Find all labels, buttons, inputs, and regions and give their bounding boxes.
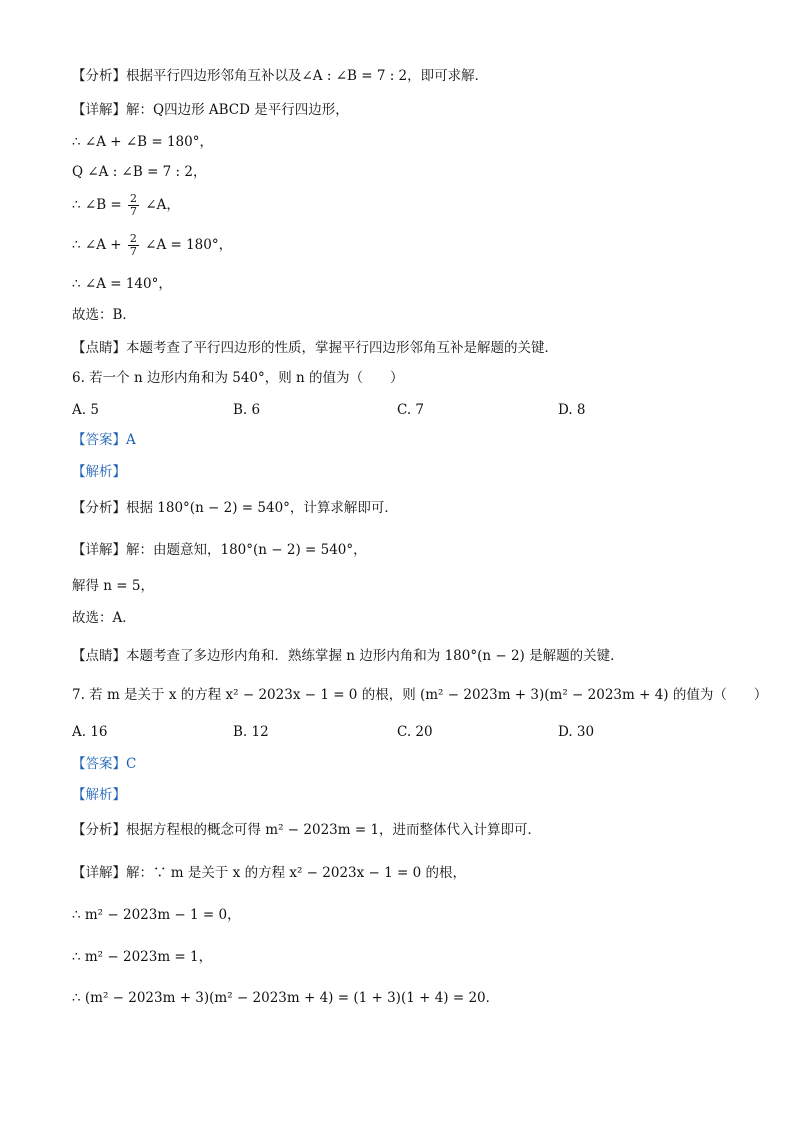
detail-line: 【详解】解：由题意知，180°(n − 2) = 540°， (72, 542, 367, 558)
choice-line: 故选：B． (72, 307, 136, 323)
fraction-step-line (72, 193, 180, 218)
analysis-line: 【分析】根据方程根的概念可得 m² − 2023m = 1，进而整体代入计算即可． (72, 822, 542, 838)
step-line: ∴ m² − 2023m = 1， (72, 949, 213, 965)
solution-label: 【解析】 (72, 464, 126, 480)
step-line: Q ∠A : ∠B = 7 : 2， (72, 164, 207, 180)
option-a: A. 16 (72, 724, 108, 740)
question-6: 6. 若一个 n 边形内角和为 540°，则 n 的值为（ ） (72, 370, 404, 386)
comment-line: 【点睛】本题考查了平行四边形的性质，掌握平行四边形邻角互补是解题的关键． (72, 340, 558, 356)
detail-line: 【详解】解：∵ m 是关于 x 的方程 x² − 2023x − 1 = 0 的根， (72, 865, 467, 881)
comment-line: 【点睛】本题考查了多边形内角和．熟练掌握 n 边形内角和为 180°(n − 2) 是解题的关键． (72, 648, 624, 664)
fraction-denominator: 7 (130, 205, 138, 218)
option-b: B. 12 (233, 724, 269, 740)
fraction-denominator: 7 (129, 245, 137, 258)
step-prefix: ∴ ∠B = (72, 197, 122, 213)
fraction-step-line (72, 233, 232, 258)
analysis-line: 【分析】根据平行四边形邻角互补以及∠A : ∠B = 7 : 2，即可求解． (72, 68, 489, 84)
solution-label: 【解析】 (72, 787, 126, 803)
analysis-line: 【分析】根据 180°(n − 2) = 540°，计算求解即可． (72, 500, 398, 516)
option-b: B. 6 (233, 402, 261, 418)
question-7: 7. 若 m 是关于 x 的方程 x² − 2023x − 1 = 0 的根，则 (m² − 2023m + 3)(m² − 2023m + 4) 的值为（ ） (72, 687, 768, 703)
fraction (128, 193, 139, 218)
step-suffix: ∠A， (145, 197, 180, 213)
option-a: A. 5 (72, 402, 99, 418)
choice-line: 故选：A． (72, 610, 136, 626)
step-line: ∴ ∠A + ∠B = 180°， (72, 134, 213, 150)
option-d: D. 8 (558, 402, 586, 418)
step-line: ∴ ∠A = 140°， (72, 276, 172, 292)
option-d: D. 30 (558, 724, 595, 740)
step-suffix: ∠A = 180°， (145, 237, 233, 253)
fraction-numerator: 2 (129, 232, 137, 245)
answer-label: 【答案】A (72, 432, 136, 448)
fraction-numerator: 2 (130, 192, 138, 205)
detail-line: 【详解】解：Q四边形 ABCD 是平行四边形， (72, 102, 349, 118)
final-step-line: ∴ (m² − 2023m + 3)(m² − 2023m + 4) = (1 + 3)(1 + 4) = 20． (72, 990, 500, 1006)
step-line: 解得 n = 5， (72, 578, 154, 594)
option-c: C. 7 (397, 402, 425, 418)
step-line: ∴ m² − 2023m − 1 = 0， (72, 907, 241, 923)
step-prefix: ∴ ∠A + (72, 237, 122, 253)
answer-label: 【答案】C (72, 756, 137, 772)
fraction (128, 233, 139, 258)
option-c: C. 20 (397, 724, 433, 740)
